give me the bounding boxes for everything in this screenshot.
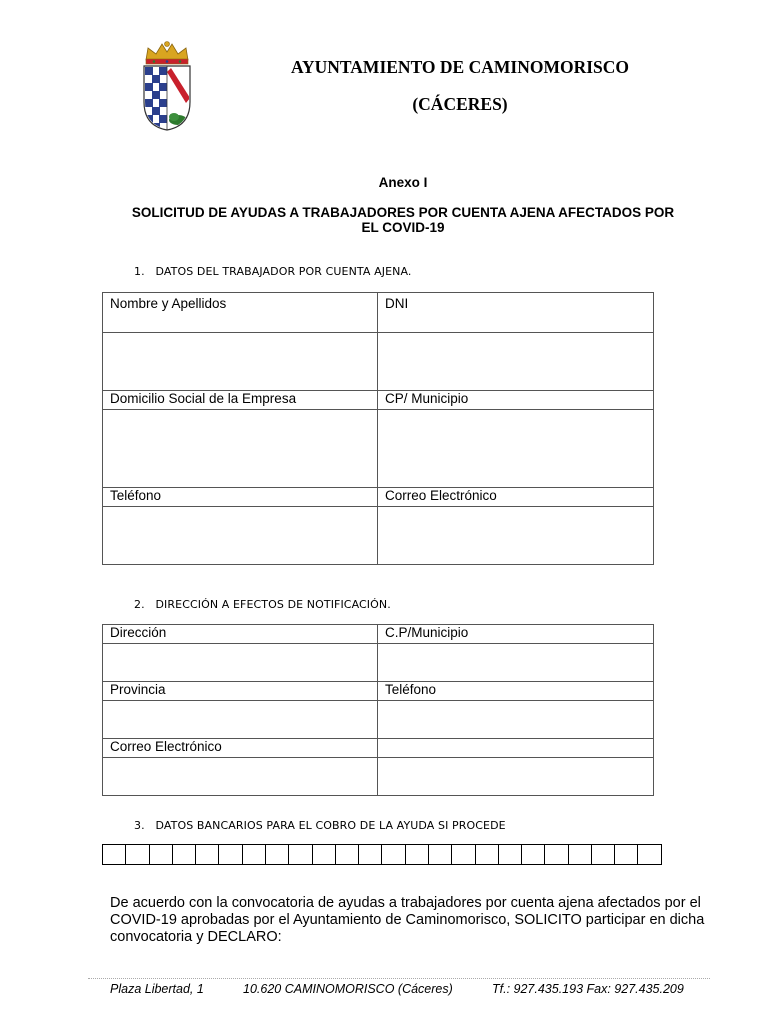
worker-data-table <box>102 292 654 565</box>
label-correo-electronico: Correo Electrónico <box>378 488 654 507</box>
bank-digit-box[interactable] <box>172 845 195 865</box>
bank-digit-box[interactable] <box>289 845 312 865</box>
section1-heading: 1. DATOS DEL TRABAJADOR POR CUENTA AJENA. <box>134 265 412 278</box>
input-telefono-notificacion[interactable] <box>378 701 654 739</box>
label-provincia: Provincia <box>103 682 378 701</box>
label-domicilio-empresa: Domicilio Social de la Empresa <box>103 391 378 410</box>
document-title-line2: EL COVID-19 <box>361 220 445 235</box>
organization-name: AYUNTAMIENTO DE CAMINOMORISCO <box>290 57 630 77</box>
empty-cell <box>378 739 654 758</box>
label-direccion: Dirección <box>103 625 378 644</box>
declaration-paragraph <box>110 895 710 946</box>
input-provincia[interactable] <box>103 701 378 739</box>
label-dni: DNI <box>378 293 654 333</box>
label-cp-municipio: CP/ Municipio <box>378 391 654 410</box>
section2-heading: 2. DIRECCIÓN A EFECTOS DE NOTIFICACIÓN. <box>134 598 391 611</box>
declaration-line3: convocatoria y DECLARO: <box>110 929 282 945</box>
bank-digit-box[interactable] <box>149 845 172 865</box>
bank-digit-box[interactable] <box>265 845 288 865</box>
bank-digit-box[interactable] <box>382 845 405 865</box>
bank-digit-box[interactable] <box>219 845 242 865</box>
input-cp-municipio[interactable] <box>378 410 654 488</box>
bank-digit-box[interactable] <box>545 845 568 865</box>
footer-phones: Tf.: 927.435.193 Fax: 927.435.209 <box>492 982 684 996</box>
bank-digit-box[interactable] <box>335 845 358 865</box>
bank-digit-box[interactable] <box>522 845 545 865</box>
section3-heading: 3. DATOS BANCARIOS PARA EL COBRO DE LA AYUDA SI PROCEDE <box>134 819 506 832</box>
document-title-line1: SOLICITUD DE AYUDAS A TRABAJADORES POR CUENTA AJENA AFECTADOS POR <box>131 205 675 220</box>
bank-digit-box[interactable] <box>498 845 521 865</box>
bank-digit-box[interactable] <box>591 845 614 865</box>
bank-digit-box[interactable] <box>428 845 451 865</box>
bank-digit-box[interactable] <box>452 845 475 865</box>
label-correo-notificacion: Correo Electrónico <box>103 739 378 758</box>
bank-digit-box[interactable] <box>475 845 498 865</box>
label-nombre-apellidos: Nombre y Apellidos <box>103 293 378 333</box>
input-cp-municipio-notificacion[interactable] <box>378 644 654 682</box>
input-nombre-apellidos[interactable] <box>103 333 378 391</box>
bank-digit-box[interactable] <box>196 845 219 865</box>
declaration-line1: De acuerdo con la convocatoria de ayudas a trabajadores por cuenta ajena afectados por el <box>110 895 701 911</box>
footer-city: 10.620 CAMINOMORISCO (Cáceres) <box>243 982 453 996</box>
bank-digit-box[interactable] <box>103 845 126 865</box>
bank-digit-box[interactable] <box>242 845 265 865</box>
input-telefono[interactable] <box>103 507 378 565</box>
bank-digit-box[interactable] <box>312 845 335 865</box>
bank-account-boxes <box>102 844 662 865</box>
bank-digit-box[interactable] <box>615 845 638 865</box>
bank-digit-box[interactable] <box>568 845 591 865</box>
annex-title: Anexo I <box>378 175 428 190</box>
bank-digit-box[interactable] <box>126 845 149 865</box>
label-cp-municipio-notificacion: C.P/Municipio <box>378 625 654 644</box>
label-telefono-notificacion: Teléfono <box>378 682 654 701</box>
bank-digit-box[interactable] <box>405 845 428 865</box>
label-telefono: Teléfono <box>103 488 378 507</box>
input-direccion[interactable] <box>103 644 378 682</box>
input-domicilio-empresa[interactable] <box>103 410 378 488</box>
footer-divider <box>88 978 710 979</box>
province-name: (CÁCERES) <box>412 94 508 114</box>
input-dni[interactable] <box>378 333 654 391</box>
bank-digit-box[interactable] <box>638 845 662 865</box>
input-extra-notificacion[interactable] <box>378 758 654 796</box>
declaration-line2: COVID-19 aprobadas por el Ayuntamiento de Caminomorisco, SOLICITO participar en dicha <box>110 912 705 928</box>
coat-of-arms-icon <box>138 40 196 132</box>
input-correo-electronico[interactable] <box>378 507 654 565</box>
notification-address-table <box>102 624 654 796</box>
input-correo-notificacion[interactable] <box>103 758 378 796</box>
bank-digit-box[interactable] <box>359 845 382 865</box>
footer-address: Plaza Libertad, 1 <box>110 982 204 996</box>
